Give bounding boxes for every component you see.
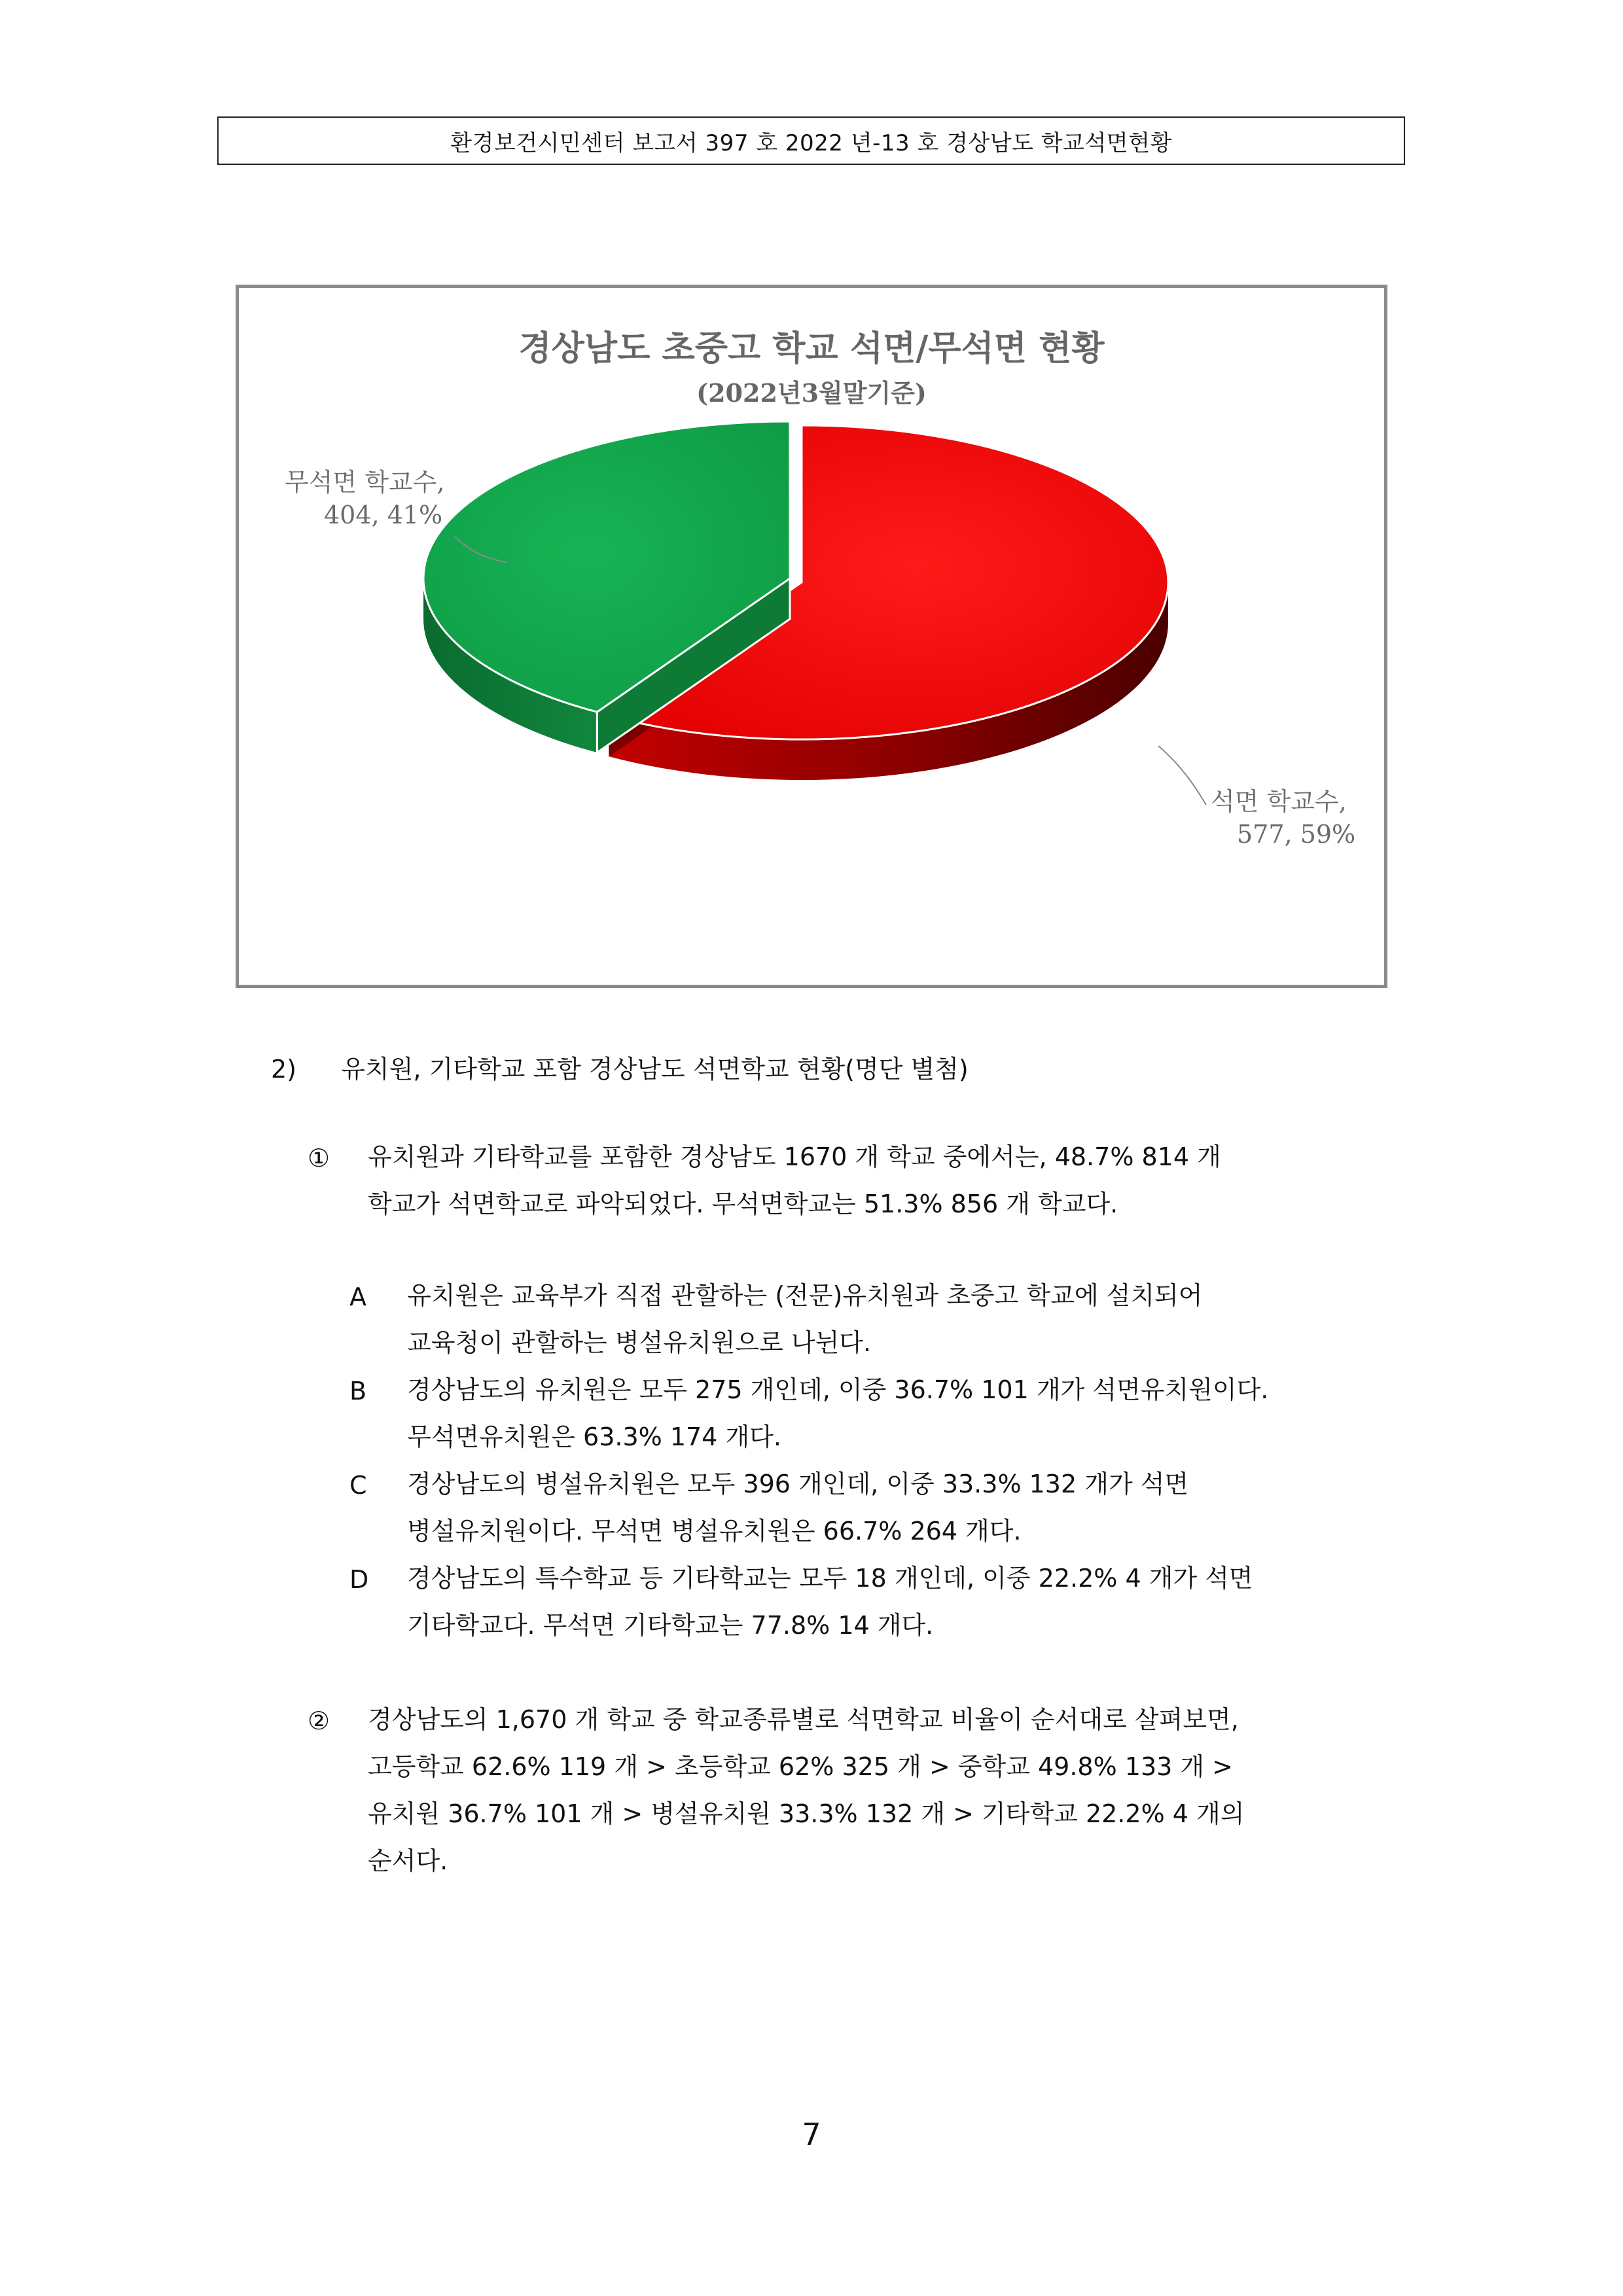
report-header-text: 환경보건시민센터 보고서 397 호 2022 년-13 호 경상남도 학교석면현황 (450, 130, 1172, 156)
sub-item-b-paragraph (407, 1366, 1268, 1460)
item-2-marker: ② (308, 1706, 330, 1735)
report-header (217, 116, 1405, 165)
sub-item-d-line-2: 기타학교다. 무석면 기타학교는 77.8% 14 개다. (407, 1611, 934, 1640)
sub-item-d-paragraph (407, 1555, 1253, 1649)
pie-label-asbestos (1211, 785, 1355, 851)
sub-item-d-marker: D (349, 1565, 369, 1594)
item-2-line-2: 고등학교 62.6% 119 개 > 초등학교 62% 325 개 > 중학교 49.8% 133 개 > (368, 1752, 1234, 1781)
chart-subtitle: (2022년3월말기준) (696, 378, 927, 408)
section-2-title: 유치원, 기타학교 포함 경상남도 석면학교 현황(명단 별첨) (341, 1055, 969, 1084)
sub-item-c-line-1: 경상남도의 병설유치원은 모두 396 개인데, 이중 33.3% 132 개가 석면 (407, 1470, 1189, 1498)
item-2-line-4: 순서다. (368, 1846, 448, 1875)
sub-item-a-paragraph (407, 1272, 1202, 1366)
sub-item-a-line-1: 유치원은 교육부가 직접 관할하는 (전문)유치원과 초중고 학교에 설치되어 (407, 1281, 1203, 1310)
pie-chart (239, 288, 1384, 985)
pie-label-asbestos-free-name: 무석면 학교수, (285, 468, 445, 497)
pie-chart-frame (236, 285, 1387, 988)
pie-label-asbestos-free-value: 404, 41% (324, 501, 443, 529)
sub-item-c-paragraph (407, 1460, 1188, 1555)
item-1-paragraph (368, 1133, 1221, 1227)
item-2-line-1: 경상남도의 1,670 개 학교 중 학교종류별로 석면학교 비율이 순서대로 살펴보면, (368, 1705, 1239, 1734)
item-2-paragraph (368, 1696, 1244, 1884)
item-1-line-1: 유치원과 기타학교를 포함한 경상남도 1670 개 학교 중에서는, 48.7% 814 개 (368, 1142, 1221, 1171)
sub-item-a-marker: A (349, 1282, 366, 1311)
page-number: 7 (802, 2117, 821, 2152)
chart-title: 경상남도 초중고 학교 석면/무석면 현황 (518, 328, 1105, 368)
sub-item-d-line-1: 경상남도의 특수학교 등 기타학교는 모두 18 개인데, 이중 22.2% 4 개가 석면 (407, 1564, 1253, 1593)
leader-line-asbestos (1158, 746, 1206, 805)
sub-item-c-marker: C (349, 1471, 367, 1500)
pie-label-asbestos-name: 석면 학교수, (1211, 787, 1347, 816)
item-1-marker: ① (308, 1144, 330, 1173)
pie-label-asbestos-value: 577, 59% (1237, 820, 1356, 849)
section-2-heading (271, 1049, 969, 1085)
pie-label-asbestos-free (285, 466, 444, 531)
sub-item-b-line-1: 경상남도의 유치원은 모두 275 개인데, 이중 36.7% 101 개가 석면유치원이다. (407, 1375, 1269, 1404)
sub-item-b-marker: B (349, 1377, 367, 1405)
sub-item-b-line-2: 무석면유치원은 63.3% 174 개다. (407, 1422, 781, 1451)
sub-item-c-line-2: 병설유치원이다. 무석면 병설유치원은 66.7% 264 개다. (407, 1517, 1022, 1545)
section-2-number: 2) (271, 1055, 297, 1084)
sub-item-a-line-2: 교육청이 관할하는 병설유치원으로 나뉜다. (407, 1328, 872, 1357)
item-2-line-3: 유치원 36.7% 101 개 > 병설유치원 33.3% 132 개 > 기타학교 22.2% 4 개의 (368, 1799, 1245, 1828)
item-1-line-2: 학교가 석면학교로 파악되었다. 무석면학교는 51.3% 856 개 학교다. (368, 1190, 1118, 1218)
